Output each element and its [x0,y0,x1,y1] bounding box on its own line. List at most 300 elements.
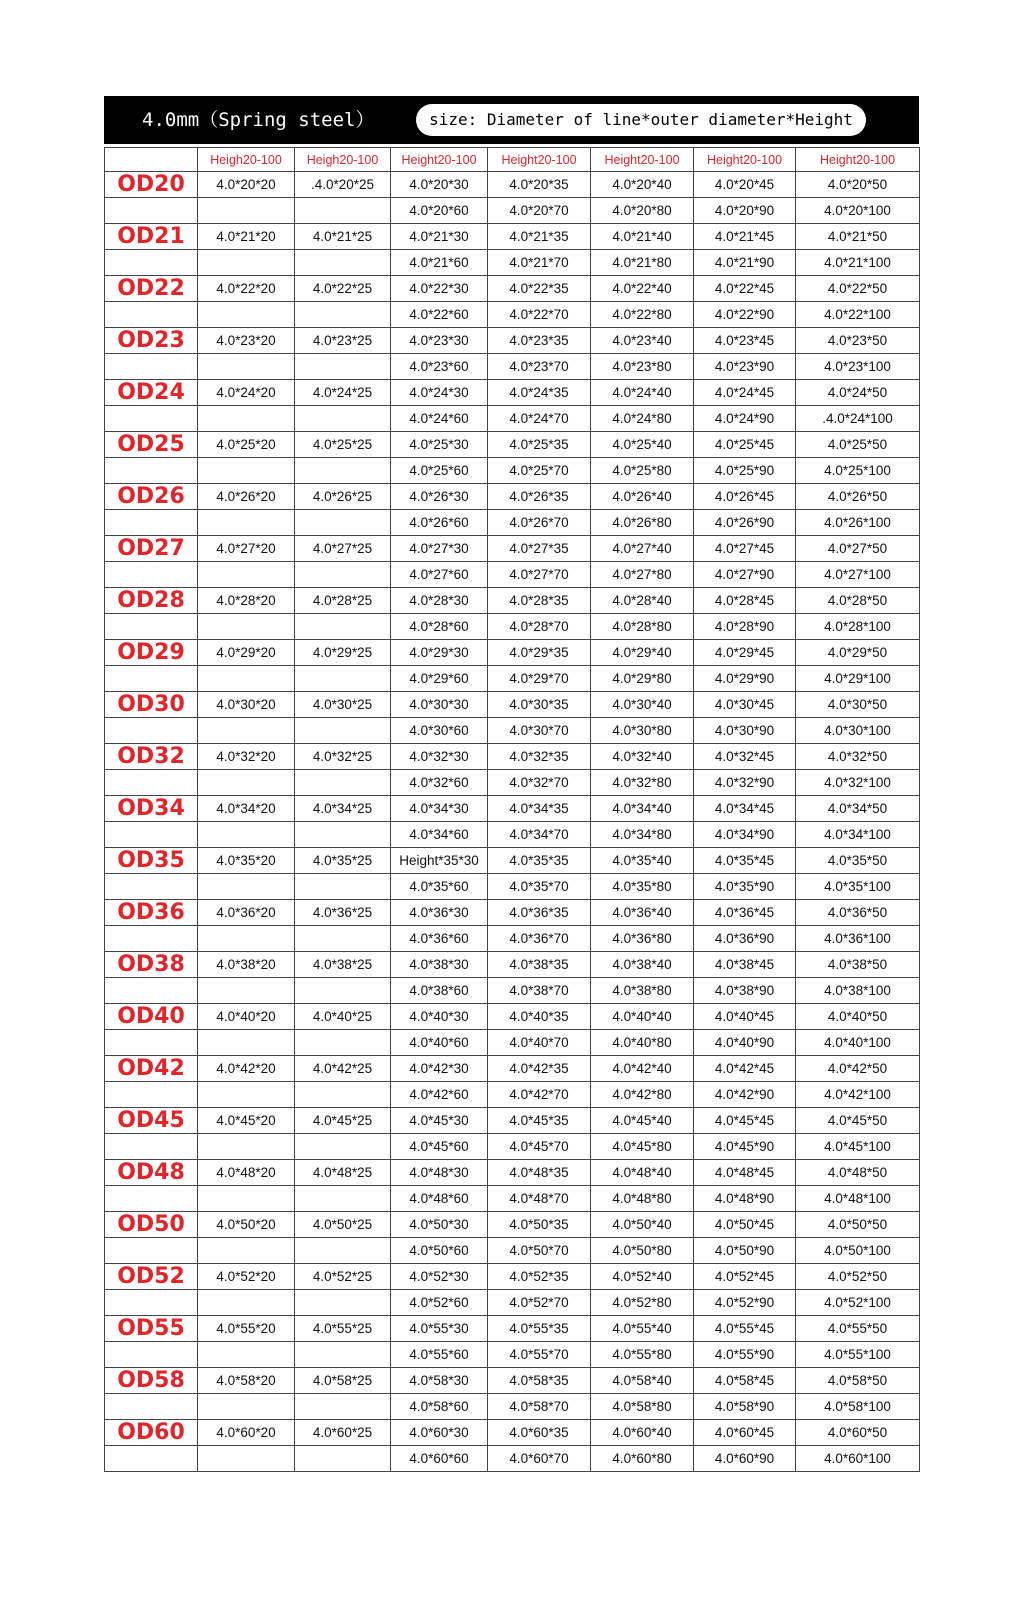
size-cell: 4.0*30*40 [591,692,694,718]
table-row [105,588,920,614]
size-cell: 4.0*32*30 [391,744,488,770]
size-cell: 4.0*36*60 [391,926,488,952]
size-cell: 4.0*22*60 [391,302,488,328]
size-cell: 4.0*45*40 [591,1108,694,1134]
size-cell: 4.0*21*40 [591,224,694,250]
size-cell: 4.0*23*60 [391,354,488,380]
size-cell: 4.0*23*40 [591,328,694,354]
table-row [105,328,920,354]
size-cell: 4.0*36*45 [694,900,796,926]
size-legend-pill: size: Diameter of line*outer diameter*Height [416,104,866,136]
size-cell: 4.0*45*25 [295,1108,391,1134]
size-cell [295,510,391,536]
table-row [105,1290,920,1316]
outer-diameter-label: OD28 [105,588,198,614]
size-cell [295,874,391,900]
table-row [105,172,920,198]
table-row [105,1264,920,1290]
size-cell: 4.0*29*40 [591,640,694,666]
size-cell: 4.0*60*100 [796,1446,920,1472]
size-cell: 4.0*52*60 [391,1290,488,1316]
outer-diameter-label: OD42 [105,1056,198,1082]
size-cell: 4.0*32*20 [198,744,295,770]
outer-diameter-label: OD35 [105,848,198,874]
size-cell: 4.0*35*20 [198,848,295,874]
size-cell [295,406,391,432]
size-cell: 4.0*50*50 [796,1212,920,1238]
size-cell: 4.0*20*70 [488,198,591,224]
size-cell: 4.0*22*25 [295,276,391,302]
table-row [105,666,920,692]
size-cell: 4.0*32*45 [694,744,796,770]
size-cell: 4.0*50*80 [591,1238,694,1264]
size-cell: 4.0*27*60 [391,562,488,588]
size-cell: 4.0*48*70 [488,1186,591,1212]
table-row [105,1030,920,1056]
size-cell: 4.0*60*70 [488,1446,591,1472]
size-cell: 4.0*58*60 [391,1394,488,1420]
size-cell: 4.0*28*45 [694,588,796,614]
size-cell: 4.0*48*25 [295,1160,391,1186]
table-row [105,510,920,536]
size-cell [295,614,391,640]
size-cell: 4.0*40*90 [694,1030,796,1056]
size-cell: 4.0*21*45 [694,224,796,250]
size-cell [295,302,391,328]
outer-diameter-label [105,250,198,276]
size-cell [198,1134,295,1160]
size-cell: 4.0*40*60 [391,1030,488,1056]
size-cell: 4.0*58*25 [295,1368,391,1394]
header-row [105,148,920,172]
outer-diameter-label: OD20 [105,172,198,198]
outer-diameter-label: OD22 [105,276,198,302]
size-cell: 4.0*45*20 [198,1108,295,1134]
outer-diameter-label [105,354,198,380]
size-cell: 4.0*25*35 [488,432,591,458]
size-cell: 4.0*34*35 [488,796,591,822]
size-cell: 4.0*38*20 [198,952,295,978]
size-cell [198,458,295,484]
table-row [105,1316,920,1342]
size-cell: 4.0*27*90 [694,562,796,588]
size-cell: 4.0*21*25 [295,224,391,250]
size-cell: 4.0*50*20 [198,1212,295,1238]
size-cell: 4.0*22*40 [591,276,694,302]
size-cell: 4.0*29*30 [391,640,488,666]
outer-diameter-label: OD21 [105,224,198,250]
size-cell: Height*35*30 [391,848,488,874]
header-cell-height-range: Height20-100 [694,148,796,172]
size-cell: 4.0*23*30 [391,328,488,354]
size-cell: 4.0*38*30 [391,952,488,978]
outer-diameter-label [105,1290,198,1316]
size-cell: 4.0*50*40 [591,1212,694,1238]
size-cell [198,926,295,952]
size-cell: 4.0*60*50 [796,1420,920,1446]
size-cell: 4.0*34*60 [391,822,488,848]
outer-diameter-label: OD58 [105,1368,198,1394]
outer-diameter-label [105,1134,198,1160]
size-cell: 4.0*52*30 [391,1264,488,1290]
size-cell: 4.0*52*90 [694,1290,796,1316]
size-cell: 4.0*60*25 [295,1420,391,1446]
table-row [105,952,920,978]
size-cell: 4.0*38*35 [488,952,591,978]
size-cell: 4.0*21*100 [796,250,920,276]
size-cell: 4.0*30*80 [591,718,694,744]
size-cell: 4.0*38*25 [295,952,391,978]
header-cell-height-range: Height20-100 [391,148,488,172]
size-cell: 4.0*30*30 [391,692,488,718]
header-cell-height-range: Height20-100 [796,148,920,172]
size-cell: 4.0*36*40 [591,900,694,926]
size-cell: 4.0*26*40 [591,484,694,510]
outer-diameter-label: OD25 [105,432,198,458]
size-cell: 4.0*36*50 [796,900,920,926]
size-cell [198,666,295,692]
size-cell: 4.0*28*70 [488,614,591,640]
size-cell: 4.0*23*45 [694,328,796,354]
size-cell: 4.0*32*60 [391,770,488,796]
size-cell: 4.0*23*50 [796,328,920,354]
size-cell: 4.0*58*40 [591,1368,694,1394]
size-cell: 4.0*32*35 [488,744,591,770]
size-cell [198,614,295,640]
size-cell: 4.0*52*20 [198,1264,295,1290]
size-cell: 4.0*29*80 [591,666,694,692]
size-cell: 4.0*48*100 [796,1186,920,1212]
size-cell: 4.0*30*70 [488,718,591,744]
outer-diameter-label: OD30 [105,692,198,718]
size-cell [295,1186,391,1212]
size-cell [198,354,295,380]
size-cell: 4.0*34*50 [796,796,920,822]
size-cell: 4.0*23*90 [694,354,796,380]
size-cell: 4.0*28*90 [694,614,796,640]
table-row [105,1446,920,1472]
size-cell: 4.0*60*60 [391,1446,488,1472]
table-row [105,1420,920,1446]
size-cell: 4.0*34*100 [796,822,920,848]
size-cell: 4.0*52*100 [796,1290,920,1316]
size-cell: 4.0*34*80 [591,822,694,848]
size-cell: 4.0*36*100 [796,926,920,952]
size-cell: 4.0*36*90 [694,926,796,952]
size-cell: 4.0*45*30 [391,1108,488,1134]
outer-diameter-label [105,562,198,588]
size-cell: 4.0*30*45 [694,692,796,718]
size-cell: 4.0*26*20 [198,484,295,510]
size-cell: 4.0*22*20 [198,276,295,302]
size-cell: 4.0*45*35 [488,1108,591,1134]
size-cell: 4.0*29*20 [198,640,295,666]
size-cell: 4.0*32*80 [591,770,694,796]
title-bar [104,96,919,144]
size-cell: 4.0*35*70 [488,874,591,900]
size-cell: 4.0*22*70 [488,302,591,328]
size-cell [295,1290,391,1316]
size-cell: 4.0*36*20 [198,900,295,926]
size-cell: 4.0*35*35 [488,848,591,874]
size-cell: 4.0*48*30 [391,1160,488,1186]
size-cell: 4.0*26*70 [488,510,591,536]
size-cell: 4.0*30*35 [488,692,591,718]
size-cell: 4.0*28*30 [391,588,488,614]
size-cell: 4.0*26*50 [796,484,920,510]
table-row [105,1056,920,1082]
size-cell: 4.0*28*40 [591,588,694,614]
size-cell [198,198,295,224]
size-cell: 4.0*55*80 [591,1342,694,1368]
size-cell: 4.0*27*80 [591,562,694,588]
size-cell: 4.0*42*35 [488,1056,591,1082]
size-cell: 4.0*38*100 [796,978,920,1004]
outer-diameter-label: OD36 [105,900,198,926]
size-cell: 4.0*45*60 [391,1134,488,1160]
size-cell: 4.0*50*70 [488,1238,591,1264]
size-cell: 4.0*40*70 [488,1030,591,1056]
size-cell: 4.0*55*90 [694,1342,796,1368]
size-cell: 4.0*27*20 [198,536,295,562]
size-cell: 4.0*23*80 [591,354,694,380]
table-row [105,744,920,770]
header-cell-height-range: Heigh20-100 [295,148,391,172]
outer-diameter-label [105,718,198,744]
size-cell [198,510,295,536]
outer-diameter-label [105,874,198,900]
size-cell [198,822,295,848]
size-cell: 4.0*28*100 [796,614,920,640]
size-cell: 4.0*36*80 [591,926,694,952]
size-cell: 4.0*36*35 [488,900,591,926]
header-cell-blank [105,148,198,172]
size-cell: 4.0*32*50 [796,744,920,770]
size-cell: 4.0*42*50 [796,1056,920,1082]
size-cell [198,978,295,1004]
size-cell: 4.0*55*70 [488,1342,591,1368]
size-cell: 4.0*40*45 [694,1004,796,1030]
size-cell [295,1394,391,1420]
size-cell: 4.0*42*60 [391,1082,488,1108]
outer-diameter-label: OD32 [105,744,198,770]
size-cell [295,458,391,484]
outer-diameter-label [105,978,198,1004]
size-cell: 4.0*29*45 [694,640,796,666]
size-cell: 4.0*29*50 [796,640,920,666]
size-cell: 4.0*25*20 [198,432,295,458]
size-cell: 4.0*60*40 [591,1420,694,1446]
size-cell: 4.0*26*100 [796,510,920,536]
size-cell [198,1030,295,1056]
size-cell: 4.0*42*40 [591,1056,694,1082]
size-cell: 4.0*22*45 [694,276,796,302]
table-body [105,172,920,1472]
table-row [105,224,920,250]
size-cell [295,1342,391,1368]
table-row [105,1134,920,1160]
size-cell: 4.0*22*50 [796,276,920,302]
table-row [105,848,920,874]
table-row [105,1004,920,1030]
size-cell: 4.0*26*60 [391,510,488,536]
size-cell: 4.0*22*100 [796,302,920,328]
size-cell: 4.0*27*100 [796,562,920,588]
size-cell: 4.0*38*90 [694,978,796,1004]
outer-diameter-label [105,1394,198,1420]
size-cell: 4.0*48*40 [591,1160,694,1186]
size-cell: .4.0*20*25 [295,172,391,198]
table-row [105,380,920,406]
size-cell: 4.0*27*35 [488,536,591,562]
size-cell: 4.0*42*30 [391,1056,488,1082]
size-cell: 4.0*21*35 [488,224,591,250]
size-cell: 4.0*45*70 [488,1134,591,1160]
size-cell: 4.0*21*20 [198,224,295,250]
size-cell: 4.0*20*30 [391,172,488,198]
size-cell: 4.0*35*100 [796,874,920,900]
size-cell: 4.0*45*100 [796,1134,920,1160]
size-cell: 4.0*35*25 [295,848,391,874]
outer-diameter-label [105,458,198,484]
table-row [105,562,920,588]
size-cell: 4.0*50*60 [391,1238,488,1264]
size-cell: 4.0*24*25 [295,380,391,406]
outer-diameter-label [105,1342,198,1368]
table-row [105,1238,920,1264]
table-row [105,198,920,224]
size-cell: 4.0*38*60 [391,978,488,1004]
size-cell: 4.0*26*35 [488,484,591,510]
size-cell: 4.0*24*80 [591,406,694,432]
size-cell: 4.0*29*70 [488,666,591,692]
size-cell: 4.0*60*45 [694,1420,796,1446]
header-cell-height-range: Heigh20-100 [198,148,295,172]
size-cell: 4.0*32*40 [591,744,694,770]
size-cell: 4.0*27*30 [391,536,488,562]
size-cell: 4.0*40*20 [198,1004,295,1030]
outer-diameter-label: OD52 [105,1264,198,1290]
table-header [105,148,920,172]
outer-diameter-label [105,1446,198,1472]
size-cell: 4.0*55*20 [198,1316,295,1342]
size-cell: 4.0*58*45 [694,1368,796,1394]
table-row [105,1394,920,1420]
outer-diameter-label [105,770,198,796]
size-cell: 4.0*48*60 [391,1186,488,1212]
table-row [105,458,920,484]
size-cell [198,406,295,432]
size-cell [198,1238,295,1264]
size-cell: 4.0*52*35 [488,1264,591,1290]
size-cell: 4.0*23*20 [198,328,295,354]
size-cell: 4.0*34*70 [488,822,591,848]
size-cell: 4.0*52*45 [694,1264,796,1290]
size-cell: 4.0*55*60 [391,1342,488,1368]
size-cell: 4.0*27*45 [694,536,796,562]
table-row [105,536,920,562]
table-row [105,432,920,458]
size-cell: 4.0*24*50 [796,380,920,406]
size-cell: 4.0*28*25 [295,588,391,614]
size-cell: 4.0*55*35 [488,1316,591,1342]
size-cell [198,1186,295,1212]
size-cell: 4.0*40*50 [796,1004,920,1030]
size-cell: 4.0*27*50 [796,536,920,562]
size-cell [295,1446,391,1472]
size-cell: 4.0*32*25 [295,744,391,770]
size-cell: 4.0*24*90 [694,406,796,432]
size-cell: 4.0*60*80 [591,1446,694,1472]
size-cell: 4.0*21*50 [796,224,920,250]
size-cell: 4.0*38*70 [488,978,591,1004]
size-cell: 4.0*25*60 [391,458,488,484]
size-cell: 4.0*20*90 [694,198,796,224]
size-cell [295,562,391,588]
size-cell: 4.0*24*20 [198,380,295,406]
size-cell: 4.0*60*20 [198,1420,295,1446]
size-cell: 4.0*42*90 [694,1082,796,1108]
table-row [105,978,920,1004]
size-cell: 4.0*40*30 [391,1004,488,1030]
outer-diameter-label [105,1238,198,1264]
table-row [105,406,920,432]
size-cell: 4.0*28*80 [591,614,694,640]
table-row [105,1342,920,1368]
size-cell: 4.0*40*25 [295,1004,391,1030]
size-cell: 4.0*40*100 [796,1030,920,1056]
size-cell: 4.0*58*35 [488,1368,591,1394]
size-cell [198,562,295,588]
size-cell: 4.0*38*45 [694,952,796,978]
size-cell: 4.0*22*35 [488,276,591,302]
size-cell: 4.0*36*25 [295,900,391,926]
size-cell [295,822,391,848]
size-cell: 4.0*28*20 [198,588,295,614]
size-cell: 4.0*25*50 [796,432,920,458]
size-cell: 4.0*48*90 [694,1186,796,1212]
outer-diameter-label: OD45 [105,1108,198,1134]
outer-diameter-label: OD24 [105,380,198,406]
size-cell: 4.0*35*60 [391,874,488,900]
size-cell: 4.0*24*30 [391,380,488,406]
size-cell: 4.0*55*30 [391,1316,488,1342]
outer-diameter-label: OD34 [105,796,198,822]
size-cell: 4.0*45*80 [591,1134,694,1160]
size-cell: 4.0*23*35 [488,328,591,354]
size-cell: 4.0*32*100 [796,770,920,796]
size-cell: 4.0*48*80 [591,1186,694,1212]
size-cell: 4.0*30*100 [796,718,920,744]
size-cell: 4.0*50*25 [295,1212,391,1238]
size-cell: 4.0*48*35 [488,1160,591,1186]
table-row [105,796,920,822]
size-cell [295,1082,391,1108]
outer-diameter-label [105,614,198,640]
size-cell: 4.0*58*50 [796,1368,920,1394]
outer-diameter-label [105,198,198,224]
size-cell: 4.0*25*80 [591,458,694,484]
table-row [105,718,920,744]
size-cell: 4.0*38*80 [591,978,694,1004]
table-row [105,1212,920,1238]
size-cell: 4.0*28*50 [796,588,920,614]
size-cell [198,770,295,796]
size-cell: 4.0*24*45 [694,380,796,406]
table-row [105,1160,920,1186]
size-cell: 4.0*52*70 [488,1290,591,1316]
outer-diameter-label: OD50 [105,1212,198,1238]
